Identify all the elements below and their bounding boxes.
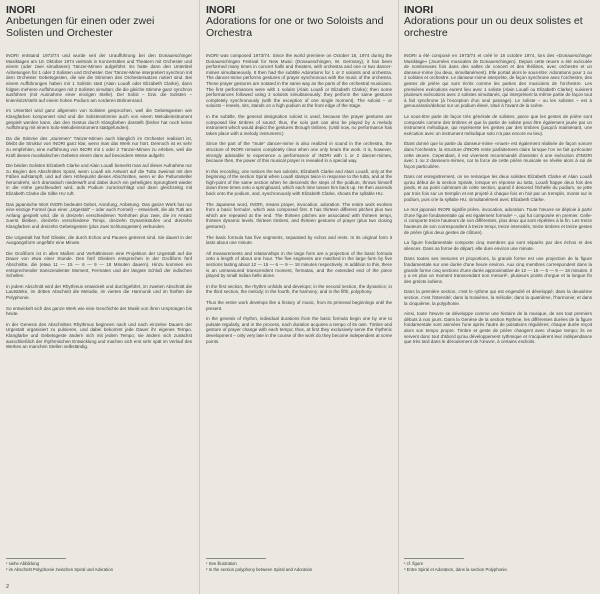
paragraph: Da die Stimme des „stummen“ Tänzer-Mimen auch klanglich im Orchester realisiert ist, bleibt die Struktur von INORI ganz klar, wenn man das Werk nur hört. Dennoch ist es sehr zu empfehlen, eine Aufführung von INORI mit 1 oder 2 Tänzer-Mimen zu erleben, weil die Kraft dieses musikalischen Gebetes einem dann auf besondere Weise aufgeht. xyxy=(6,135,192,158)
english-column xyxy=(206,4,392,349)
subtitle: Adorations for one or two Soloists and Orchestra xyxy=(206,15,384,39)
paragraph: Die beiden Solisten Elizabeth Clarke und Alain Louafi bemerkt man auf dieser Aufnahme nur zu Beginn des Abschnittes Spiral, wenn Louafi als Antwort auf die Tutta zweimal mit den Füßen aufstampft, und auf dem Höhepunkt dieses Abschnittes, wenn er die Pultumsteller herumdreht, sich dramatisch niederwirft und dabei durch ein geheiligtes Sprungbrett wieder in die Höhe geschleudert wird, aufs Podium zurückschlägt und dann gleichzeitig mit Elizabeth Clarke die Silbe HU ruft. xyxy=(6,163,192,197)
footnote: ¹ cf. figure xyxy=(404,561,424,566)
footnote: ² Entre Spiral et Adoration, dans la section Polyphonie. xyxy=(404,566,508,572)
paragraph: Dans cet enregistrement, on ne remarque les deux solistes Elizabeth Clarke et Alain Louafi qu'au début de la section Spirale, lorsque en réponse au tutta, Louafi frappe deux fois des pieds, et au point culminant de cette section, quand il descend l'échelle du podium, se jette par trois fois sur un tremplin et est projeté à chaque fois en l'air par un tremplin, monte sur le podium, puis crie la syllabe HU, simultanément avec Elizabeth Clarke. xyxy=(404,174,592,202)
paragraph: In the first section, the rhythm unfolds and develops; in the second section, the dynamics; in the third section, the melody; in the fourth, the harmony; and in the fifth, polyphony. xyxy=(206,283,392,295)
paragraph: Étant donné que la partie du danseur-mime «muet» est également réalisée de façon sonore dans l'orchestre, la structure d'INORI reste parfaitement claire lorsque l'on ne fait qu'écouter cette œuvre. Cependant, il est vivement recommandé d'assister à une exécution d'INORI avec 1 ou 2 danseurs-mimes, car la force de cette prière musicale se révèle alors à soi de façon particulière. xyxy=(404,141,592,169)
footnote: ¹ See illustration xyxy=(206,561,237,566)
paragraph: Ainsi, toute l'œuvre se développe comme une histoire de la musique, de ses tout premiers débuts à nos jours. Dans la Genèse de la section Rythme, les différentes durées de la figure fondamentale sont animées l'une après l'autre de pulsations régulières; chaque durée reçoit alors son tempo propre. Timbre et geste de prière changent avec chaque tempo; ils ne servent donc tout d'abord qu'au développement rythmique et n'acquièrent leur indépendance que très tard dans le déroulement de l'œuvre, à certains endroits. xyxy=(404,311,592,345)
footnote: ² im Abschnitt Polyphonie zwischen Spiral und Adoration xyxy=(6,566,114,572)
paragraph: Le mot japonais INORI signifie prière, invocation, adoration. Toute l'œuvre se déploie à partir d'une figure fondamentale qui est également formule¹ –, qui fut composée en premier. Celle-ci comporte treize hauteurs de son différentes, plus deux qui sont répétées à la fin. Les treize hauteurs de son correspondent à treize tempi, treize intensités, treize timbres et treize gestes de prière (plus deux gestes de clôture). xyxy=(404,207,592,235)
paragraph: Die Großform ist in allen Maßen und Verhältnissen eine Projektion der Urgestalt auf die Dauer von etwa einer Stunde. Den fünf Gliedern entsprechen in der Großform fünf Abschnitte, die (etwa 11 — 15 — 6 — 9 — 18 Minuten dauern). Hinzu kommen ein entsprechender transzendenter Moment, Fermaten und der längste Schluß der indischen Schellen. xyxy=(6,250,192,279)
title: INORI xyxy=(404,4,434,16)
french-footnotes xyxy=(404,556,592,572)
subtitle: Anbetungen für einen oder zwei Solisten und Orchester xyxy=(6,15,155,39)
french-column xyxy=(404,4,592,350)
paragraph: Die Urgestalt hat fünf Glieder, die durch Echos und Pausen getrennt sind. Sie dauert in der Ausgangsform ungefähr eine Minute. xyxy=(6,234,192,246)
column-divider xyxy=(199,0,200,594)
paragraph: In der Genesis des Abschnittes Rhythmus beginnen nach und nach einzelne Dauern der Urgestalt organisiert zu pulsieren, und dabei bekommt jede Dauer ihr eigenes Tempo. Klangfarbe und Gebetsgeste ändern sich mit jedem Tempo; sie ändern sich zunächst ausschließlich der rhythmischen Entwicklung und machen sich erst sehr spät im Verlauf des Werkes an manchen Stellen selbständig. xyxy=(6,321,192,350)
paragraph: Dans la première section, c'est le rythme qui est engendré et développé; dans la deuxième section, c'est l'intensité; dans la troisième, la mélodie; dans la quatrième, l'harmonie; et dans la cinquième, la polyphonie. xyxy=(404,289,592,306)
page-number: 2 xyxy=(6,584,10,590)
paragraph: La figure fondamentale comporte cinq membres qui sont séparés par des échos et des silences. Dans sa forme de départ, elle dure environ une minute. xyxy=(404,240,592,251)
paragraph: In jedem Abschnitt wird der Rhythmus entwickelt und durchgeführt, im zweiten Abschnitt die Lautstärke, im dritten Abschnitt die Melodie, im vierten die Harmonik und im fünften die Polyphonie. xyxy=(6,283,192,300)
column-divider xyxy=(398,0,399,594)
subtitle: Adorations pour un ou deux solistes et orchestre xyxy=(404,15,583,39)
paragraph: All measurements and relationships in the large form are a projection of the basic formula onto a length of about one hour. The five segments are matched in the large form by five sections lasting about 12 — 15 — 6 — 9 — 18 minutes respectively. In addition to this, there is an unmeasured transcendent moment, fermatas, and the extended end of the piece played by small Indian bells alone. xyxy=(206,250,392,279)
paragraph: INORI a été composé en 1973/74 et créé le 18 octobre 1974, lors des «Donaueschinger Musiktage» (Journées musicales de Donaueschingen). Depuis cette œuvre a été exécutée de nombreuses fois dans des salles de concert et des théâtres, avec orchestre et un danseur-mime (ou deux, simultanément). Elle portait alors le sous-titre: Adorations pour 1 ou 2 solistes et orchestre. Le danseur-mime interprète, de façon synchrone avec l'orchestre, des gestes de prière qui sont écrits comme les parties des musiciens de l'orchestre. Les premières exécutions eurent lieu avec 1 soliste (Alain Louafi ou Elizabeth Clarke); suivirent plusieurs exécutions avec 2 solistes simultanés, qui interprètent la même partie de façon tout à fait synchrone (à l'exception d'un seul passage). Le soliste – ou les solistes – est à genoux/assis/debout sur un podium élevé, situé à l'avant de la scène. xyxy=(404,53,592,109)
paragraph: Im Untertitel wird ganz allgemein von Solisten gesprochen, weil die Gebetsgesten wie Klangfarben komponiert sind und die Solistenstimme auch von einem Melodieinstrument gespielt werden kann, das den Gestus durch Klangfarben darstellt (bisher hat noch keine Aufführung mit einem Solo-Melodieinstrument stattgefunden). xyxy=(6,108,192,131)
column-body xyxy=(6,53,192,350)
paragraph: Thus the entire work develops like a history of music, from its primeval beginnings until the present. xyxy=(206,299,392,311)
paragraph: Le sous-titre parle de façon très générale de solistes, parce que les gestes de prière sont composés comme des timbres et que la partie de soliste peut être également jouée par un instrument mélodique, qui représente les gestes par des timbres (jusqu'à maintenant, une exécution avec un instrument mélodique solo n'a pas encore eu lieu). xyxy=(404,113,592,136)
paragraph: In the genesis of rhythm, individual durations from the basic formula begin one by one to pulsate regularly, and in the process, each duration acquires a tempo of its own. Timbre and gesture of prayer change with each tempo; thus, at first they exclusively serve the rhythmic development – only very late in the course of the work do they become independent at some points. xyxy=(206,316,392,344)
paragraph: In the subtitle, the general designation soloist is used, because the prayer gestures are composed like timbres of sound; thus, the solo part can also be played by a melody instrument which would depict the gestures through timbres. (Until now, no performance has taken place with a melody instrument.) xyxy=(206,113,392,136)
column-body xyxy=(206,53,392,344)
paragraph: In this recording, one notices the two soloists, Elizabeth Clarke and Alain Louafi, only at the beginning of the section Spiral when Louafi stamps twice in response to the tutta, and at the high-point of the same section when he descends the steps of the podium, throws himself down three times onto a springboard, which each time tosses him back up. He then ascends back onto the podium, and, synchronously with Elizabeth Clarke, shouts the syllable HU. xyxy=(206,168,392,197)
title: INORI xyxy=(206,4,236,16)
paragraph: The basic formula has five segments, separated by echos and rests. In its original form it lasts about one minute. xyxy=(206,234,392,246)
paragraph: INORI entstand 1973/74 und wurde seit der Uraufführung bei den Donaueschinger Musiktagen am 18. Oktober 1974 vielmals in Konzertsälen und Theatern mit Orchester und einem (oder zwei simultanen) Tänzer-Mimen aufgeführt. Es hatte dann den Untertitel Anbetungen für 1 oder 2 Solisten und Orchester. Der Tänzer-Mime interpretiert synchron mit dem Orchester Gebetsgesten, die wie die Stimmen des Orchestersatzes notiert sind. Bei einem Aufführungen haben mir 1 Solistin statt (Alain Louafi oder Elizabeth Clarke), dann folgten mehrere Aufführungen mit 2 Solisten simultan; die die gleiche Stimme ganz synchron ausführen (mit Ausnahme einer einzigen Stelle). Der Solist – bzw. die Solisten – knien/sitzt/steht auf einem hohen Podium am vorderen Bühnenrand. xyxy=(6,53,192,103)
german-column xyxy=(6,4,192,355)
paragraph: Since the part of the “mute” dancer-mime is also realized in sound in the orchestra, the structure of INORI remains completely clear when one only hears the work. It is, however, strongly advisable to experience a performance of INORI with 1 or 2 dancer-mimes, because then, the power of this musical prayer is revealed in a special way. xyxy=(206,141,392,164)
paragraph: The Japanese word, INORI, means prayer, invocation, adoration. The entire work evolves from a basic formula¹, which was composed first. It has thirteen different pitches plus two which are repeated at the end. The thirteen pitches are associated with thirteen tempi, thirteen dynamic levels, thirteen timbres, and thirteen gestures of prayer (plus two closing gestures). xyxy=(206,201,392,230)
english-footnotes xyxy=(206,556,392,572)
footnote: ² In the section polyphony between Spiral and Adoration xyxy=(206,566,313,572)
paragraph: INORI was composed 1973/74. Since the world premiere on October 18, 1974 during the Donaueschingen Festival for New Music (Donaueschingen, W. Germany), it has been performed many times in concert halls and theaters, with orchestra and one or two dancer-mimes simultaneously. It then had the subtitle Adorations for 1 or 2 soloists and orchestra. The dancer-mime performs gestures of prayer synchronous with the music of the orchestra. These prayer gestures are notated in the same way as the parts of the orchestral musicians. The first performances were with 1 soloist (Alain Louafi or Elizabeth Clarke); then some performances followed using 2 soloists simultaneously: they perform the same gestures completely synchronously (with the exception of one single moment). The soloist – or soloists – kneels, sits, stands on a high podium at the front edge of the stage. xyxy=(206,53,392,109)
german-footnotes xyxy=(6,556,192,572)
footnote: ¹ siehe Abbildung xyxy=(6,561,39,566)
paragraph: Das japanische Wort INORI bedeutet Gebet, Anrufung, Anbetung. Das ganze Werk hat nur eine einzige Formel (aus einer „Urgestalt“ – oder auch Formel) – entwickelt, die als Tutti am Anfang gespielt wird, die in dreizehn verschiedenen Tonhöhen plus zwei, die im Ansatz zuerst bleiben, dreizehn verschiedene Tempi, dreizehn Dynamikstufen und dreizehn Klangfarben und dreizehn Gebetsgesten (plus zwei Schlussgesten) verbunden. xyxy=(6,201,192,230)
title: INORI xyxy=(6,4,36,16)
column-body xyxy=(404,53,592,345)
paragraph: Dans toutes ses mesures et proportions, la grande forme est une projection de la figure fondamentale sur une durée d'une heure environ. Aux cinq membres correspondent dans la grande forme cinq sections d'une durée approximative de 12 — 15 — 6 — 9 — 18 minutes. Il y a en plus un moment transcendant non mesuré¹, plusieurs points d'orgue et la longue fin des grelots indiens. xyxy=(404,256,592,284)
paragraph: So entwickelt sich das ganze Werk wie eine Geschichte der Musik von ihren Ursprüngen bis heute. xyxy=(6,305,192,317)
